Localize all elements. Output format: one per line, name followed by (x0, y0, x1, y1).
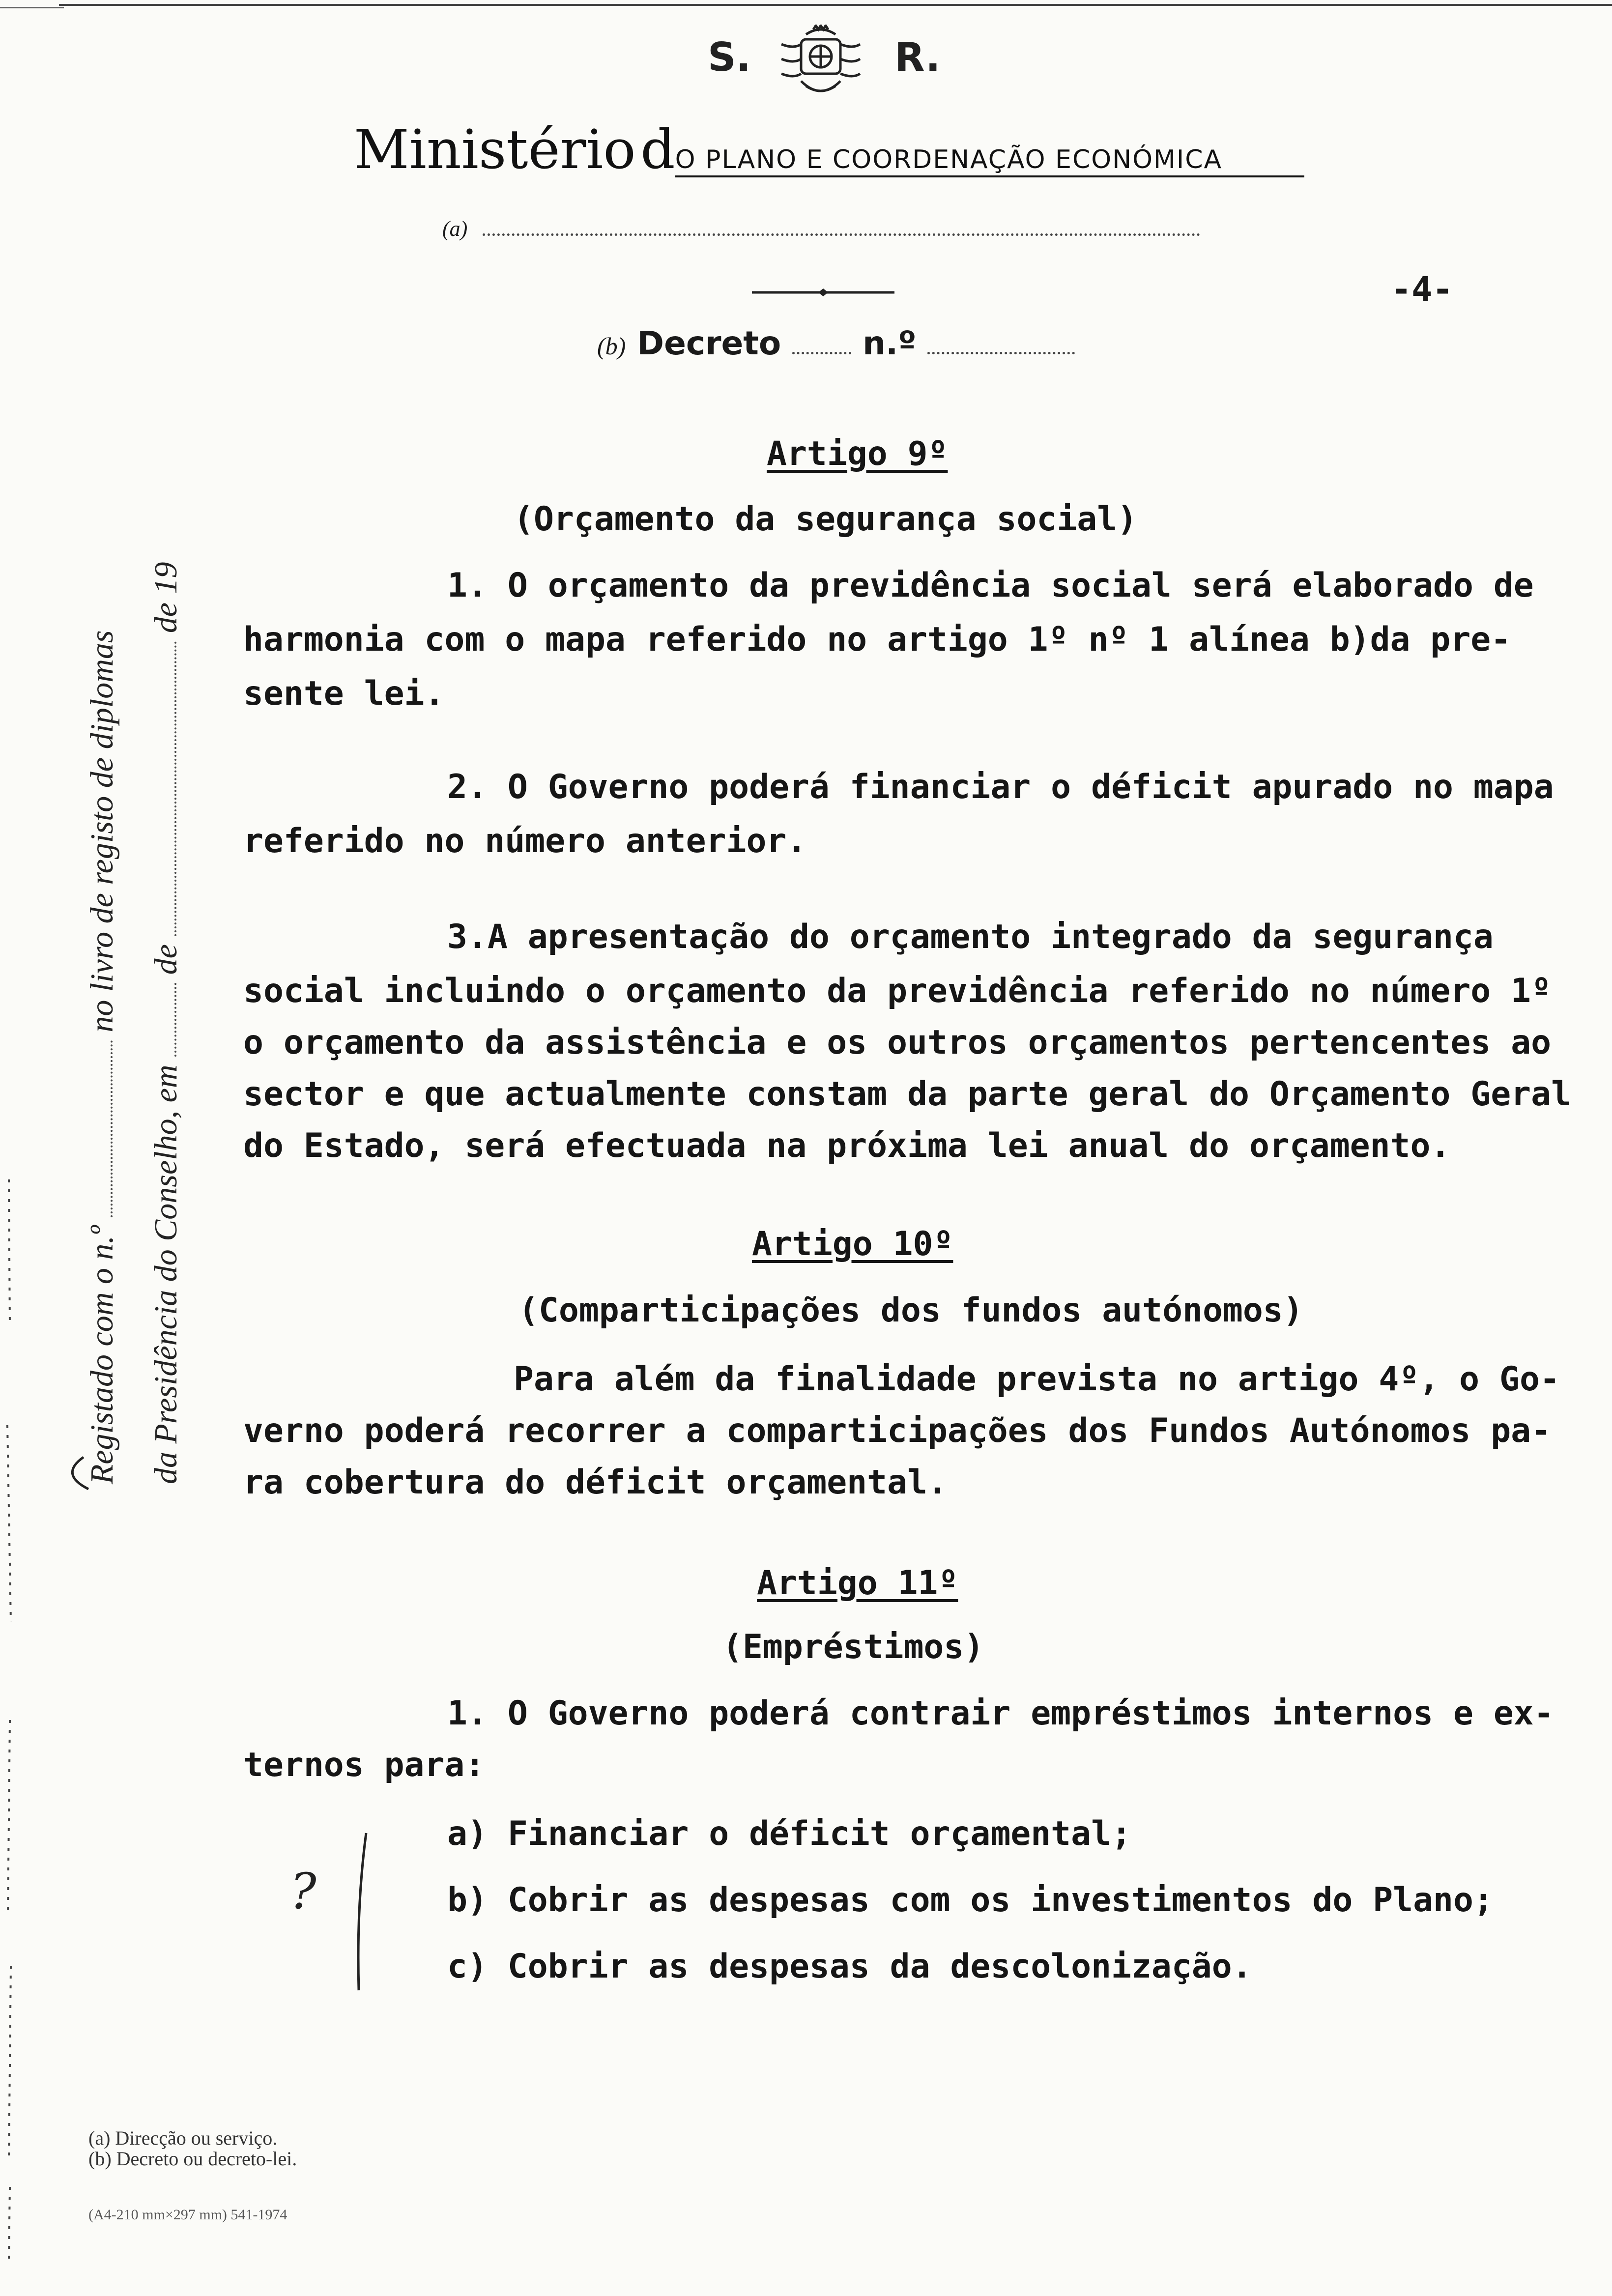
article-11-item-c: c) Cobrir as despesas da descolonização. (447, 1947, 1252, 1986)
divider-ornament (752, 287, 894, 297)
decree-number-label: n.º (863, 324, 917, 362)
article-11-heading: Artigo 11º (757, 1564, 958, 1603)
article-9-p3-line5: do Estado, será efectuada na próxima lei anual do orçamento. (243, 1126, 1451, 1165)
registry-line-2 (147, 550, 206, 1484)
bracket-mark (54, 1455, 93, 1494)
registry-margin (69, 550, 187, 1494)
ministry-title (354, 118, 1288, 187)
handwritten-margin-line (339, 1828, 378, 1995)
article-9-p3-line2: social incluindo o orçamento da previdência referido no número 1º (243, 972, 1552, 1010)
top-rule (59, 4, 1612, 6)
article-10-p1-line2: verno poderá recorrer a comparticipações dos Fundos Autónomos pa- (243, 1411, 1552, 1450)
footnote-a: (a) Direcção ou serviço. (88, 2127, 278, 2149)
ministry-department: O PLANO E COORDENAÇÃO ECONÓMICA (675, 145, 1304, 177)
article-9-p1-line2: harmonia com o mapa referido no artigo 1º nº 1 alínea b)da pre- (243, 620, 1511, 659)
article-9-p2-line1: 2. O Governo poderá financiar o déficit apurado no mapa (447, 768, 1554, 806)
registry-number-blank (111, 1040, 113, 1217)
registry-de-text: de (148, 944, 184, 975)
article-9-p1-line1: 1. O orçamento da previdência social será elaborado de (447, 566, 1534, 605)
field-a-service (442, 216, 1209, 246)
footnote-b: (b) Decreto ou decreto-lei. (88, 2148, 297, 2170)
coat-of-arms-icon (772, 25, 870, 103)
article-9-heading: Artigo 9º (767, 434, 948, 473)
article-9-p1-line3: sente lei. (243, 674, 445, 713)
field-b-label: (b) (597, 332, 626, 360)
decree-type-blank (792, 352, 851, 354)
field-a-blank (483, 233, 1200, 236)
registry-book-text: no livro (84, 931, 120, 1033)
registry-book-suffix: de registo de diplomas (84, 630, 120, 924)
handwritten-question-mark: ? (290, 1863, 317, 1920)
ministry-prefix: d (640, 118, 675, 181)
decree-number-blank (927, 352, 1075, 354)
letterhead-sr (688, 25, 963, 103)
decree-field (597, 324, 1075, 364)
article-11-p1-line2: ternos para: (243, 1746, 485, 1784)
registry-line-1-text: Registado com o n.º (84, 1225, 120, 1484)
article-9-p3-line1: 3.A apresentação do orçamento integrado da segurança (447, 918, 1494, 956)
article-11-p1-line1: 1. O Governo poderá contrair empréstimos internos e ex- (447, 1694, 1554, 1733)
article-11-subtitle: (Empréstimos) (722, 1628, 984, 1666)
article-10-heading: Artigo 10º (752, 1225, 953, 1263)
registry-line-1 (84, 541, 143, 1484)
decree-label: Decreto (637, 324, 781, 362)
article-9-p3-line4: sector e que actualmente constam da parte geral do Orçamento Geral (243, 1075, 1572, 1114)
registry-year-text: de 19 (148, 562, 184, 633)
article-11-item-b: b) Cobrir as despesas com os investimentos do Plano; (447, 1881, 1494, 1920)
article-10-p1-line3: ra cobertura do déficit orçamental. (243, 1463, 948, 1502)
footnotes (88, 2128, 297, 2169)
registry-line-2-text: da Presidência do Conselho, em (148, 1064, 184, 1484)
article-9-p3-line3: o orçamento da assistência e os outros orçamentos pertencentes ao (243, 1023, 1552, 1062)
scan-edge-marks (0, 0, 18, 2296)
field-a-label: (a) (442, 217, 468, 241)
registry-day-blank (174, 983, 176, 1057)
letterhead-s: S. (708, 34, 751, 80)
registry-month-blank (174, 641, 176, 936)
letterhead-r: R. (894, 34, 941, 80)
article-10-p1-line1: Para além da finalidade prevista no artigo 4º, o Go- (514, 1360, 1560, 1399)
form-code: (A4-210 mm×297 mm) 541-1974 (88, 2207, 288, 2223)
page-number: -4- (1391, 269, 1453, 310)
article-10-subtitle: (Comparticipações dos fundos autónomos) (518, 1291, 1303, 1330)
ministry-word: Ministério (354, 118, 636, 181)
article-9-p2-line2: referido no número anterior. (243, 822, 807, 861)
article-11-item-a: a) Financiar o déficit orçamental; (447, 1814, 1131, 1853)
article-9-subtitle: (Orçamento da segurança social) (514, 500, 1138, 539)
